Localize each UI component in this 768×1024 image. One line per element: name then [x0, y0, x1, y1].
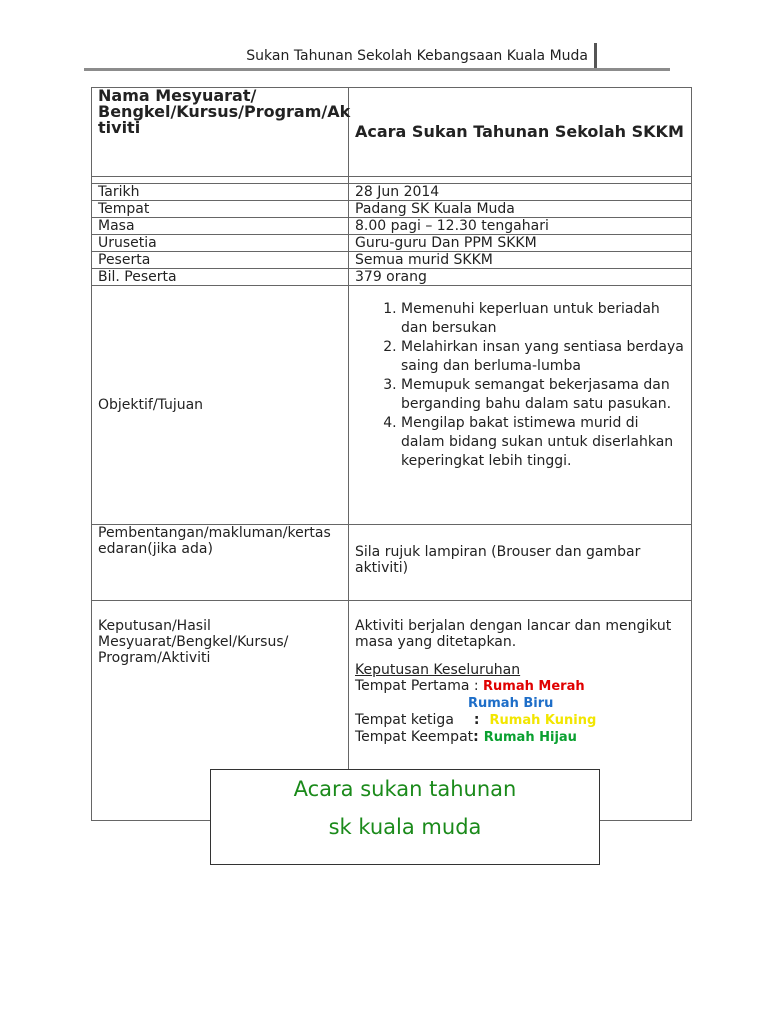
row-value: Semua murid SKKM — [349, 252, 692, 269]
title-value: Acara Sukan Tahunan Sekolah SKKM — [349, 88, 692, 177]
title-row — [92, 88, 692, 177]
result-first-label: Tempat Pertama : — [355, 678, 484, 694]
pembentangan-label: Pembentangan/makluman/kertas edaran(jika ada) — [92, 525, 349, 601]
house-hijau: Rumah Hijau — [483, 730, 577, 745]
caption-box — [210, 769, 600, 865]
result-third-label: Tempat ketiga — [355, 712, 454, 728]
table-row — [92, 201, 692, 218]
keputusan-heading: Keputusan Keseluruhan — [355, 662, 521, 678]
spacer-row — [92, 177, 692, 184]
row-label: Peserta — [92, 252, 349, 269]
row-label: Tarikh — [92, 184, 349, 201]
objektif-cell — [349, 286, 692, 525]
header-rule — [84, 68, 670, 71]
caption-line2: sk kuala muda — [328, 815, 482, 839]
house-biru: Rumah Biru — [468, 696, 554, 711]
house-merah: Rumah Merah — [483, 679, 585, 694]
title-label: Nama Mesyuarat/ Bengkel/Kursus/Program/Ak tiviti — [92, 88, 349, 177]
result-second — [355, 695, 685, 712]
row-value: 28 Jun 2014 — [349, 184, 692, 201]
row-value: 379 orang — [349, 269, 692, 286]
list-item: 3. Memupuk semangat bekerjasama dan berganding bahu dalam satu pasukan. — [401, 376, 685, 414]
list-item: 4. Mengilap bakat istimewa murid di dalam bidang sukan untuk diserlahkan keperingkat lebih tinggi. — [401, 414, 685, 471]
table-row — [92, 218, 692, 235]
row-label: Masa — [92, 218, 349, 235]
result-fourth-colon: : — [473, 729, 479, 745]
table-row — [92, 235, 692, 252]
objektif-list — [355, 300, 685, 471]
result-fourth-label: Tempat Keempat — [355, 729, 474, 745]
report-table — [91, 87, 692, 821]
house-kuning: Rumah Kuning — [489, 713, 597, 728]
pembentangan-value: Sila rujuk lampiran (Brouser dan gambar aktiviti) — [349, 525, 692, 601]
table-row — [92, 184, 692, 201]
result-third-colon: : — [473, 712, 480, 728]
caption-line1: Acara sukan tahunan — [293, 777, 517, 801]
result-third — [355, 712, 685, 729]
keputusan-summary: Aktiviti berjalan dengan lancar dan mengikut masa yang ditetapkan. — [355, 618, 672, 650]
row-label: Tempat — [92, 201, 349, 218]
table-row — [92, 269, 692, 286]
row-value: Guru-guru Dan PPM SKKM — [349, 235, 692, 252]
pembentangan-row — [92, 525, 692, 601]
row-label: Bil. Peserta — [92, 269, 349, 286]
objektif-label: Objektif/Tujuan — [92, 286, 349, 525]
objektif-row — [92, 286, 692, 525]
row-value: Padang SK Kuala Muda — [349, 201, 692, 218]
row-label: Urusetia — [92, 235, 349, 252]
list-item: 1. Memenuhi keperluan untuk beriadah dan bersukan — [401, 300, 685, 338]
result-first — [355, 678, 685, 695]
list-item: 2. Melahirkan insan yang sentiasa berdaya saing dan berluma-lumba — [401, 338, 685, 376]
table-row — [92, 252, 692, 269]
page-header: Sukan Tahunan Sekolah Kebangsaan Kuala Muda — [246, 48, 588, 64]
row-value: 8.00 pagi – 12.30 tengahari — [349, 218, 692, 235]
keputusan-label: Keputusan/Hasil Mesyuarat/Bengkel/Kursus/ Program/Aktiviti — [92, 601, 349, 821]
header-divider — [594, 43, 597, 70]
result-fourth — [355, 729, 685, 746]
